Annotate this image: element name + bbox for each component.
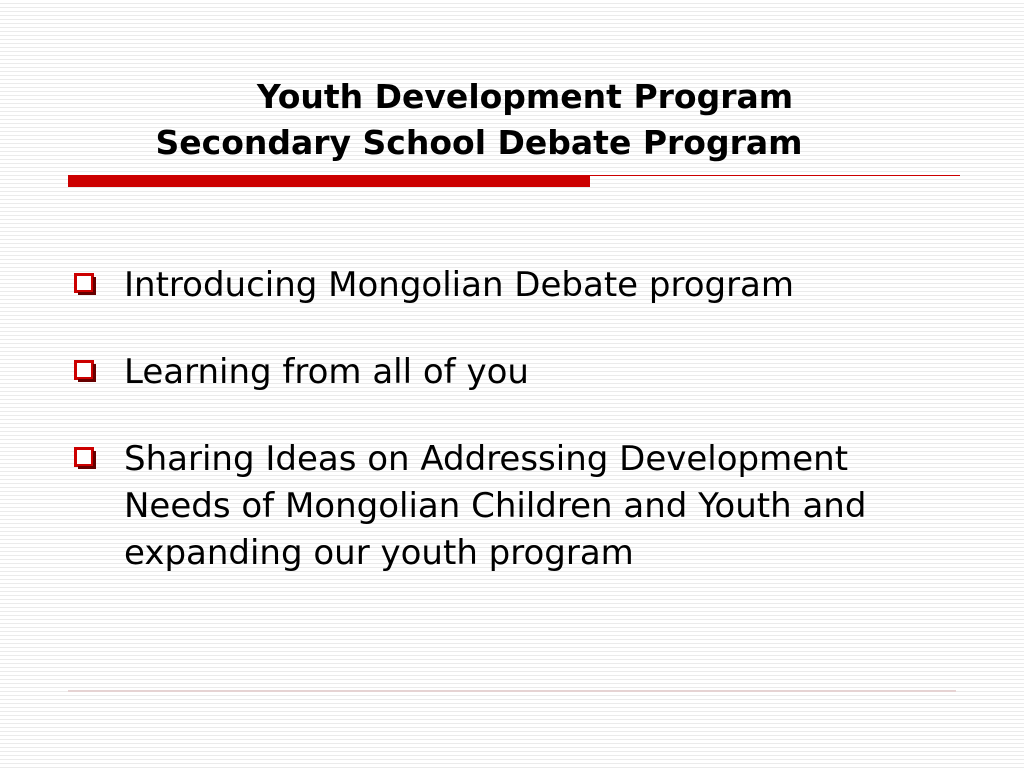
hollow-square-icon (74, 360, 98, 384)
bullet-text-3: Sharing Ideas on Addressing Development Needs of Mongolian Children and Youth and expanding our youth program (124, 439, 867, 573)
bullet-text-1: Introducing Mongolian Debate program (124, 265, 795, 305)
bullet-item-3 (74, 436, 954, 577)
bullet-text-2: Learning from all of you (124, 352, 529, 392)
footer-divider (68, 690, 956, 692)
hollow-square-icon (74, 273, 98, 297)
bullet-item-2 (74, 349, 954, 396)
title-underline-thin (590, 175, 960, 176)
bullet-list (74, 262, 954, 577)
title-underline-thick (68, 175, 590, 187)
bullet-item-1 (74, 262, 954, 309)
slide-title (70, 74, 950, 166)
title-line-1: Youth Development Program (256, 77, 794, 116)
hollow-square-icon (74, 447, 98, 471)
title-line-2: Secondary School Debate Program (155, 123, 803, 162)
